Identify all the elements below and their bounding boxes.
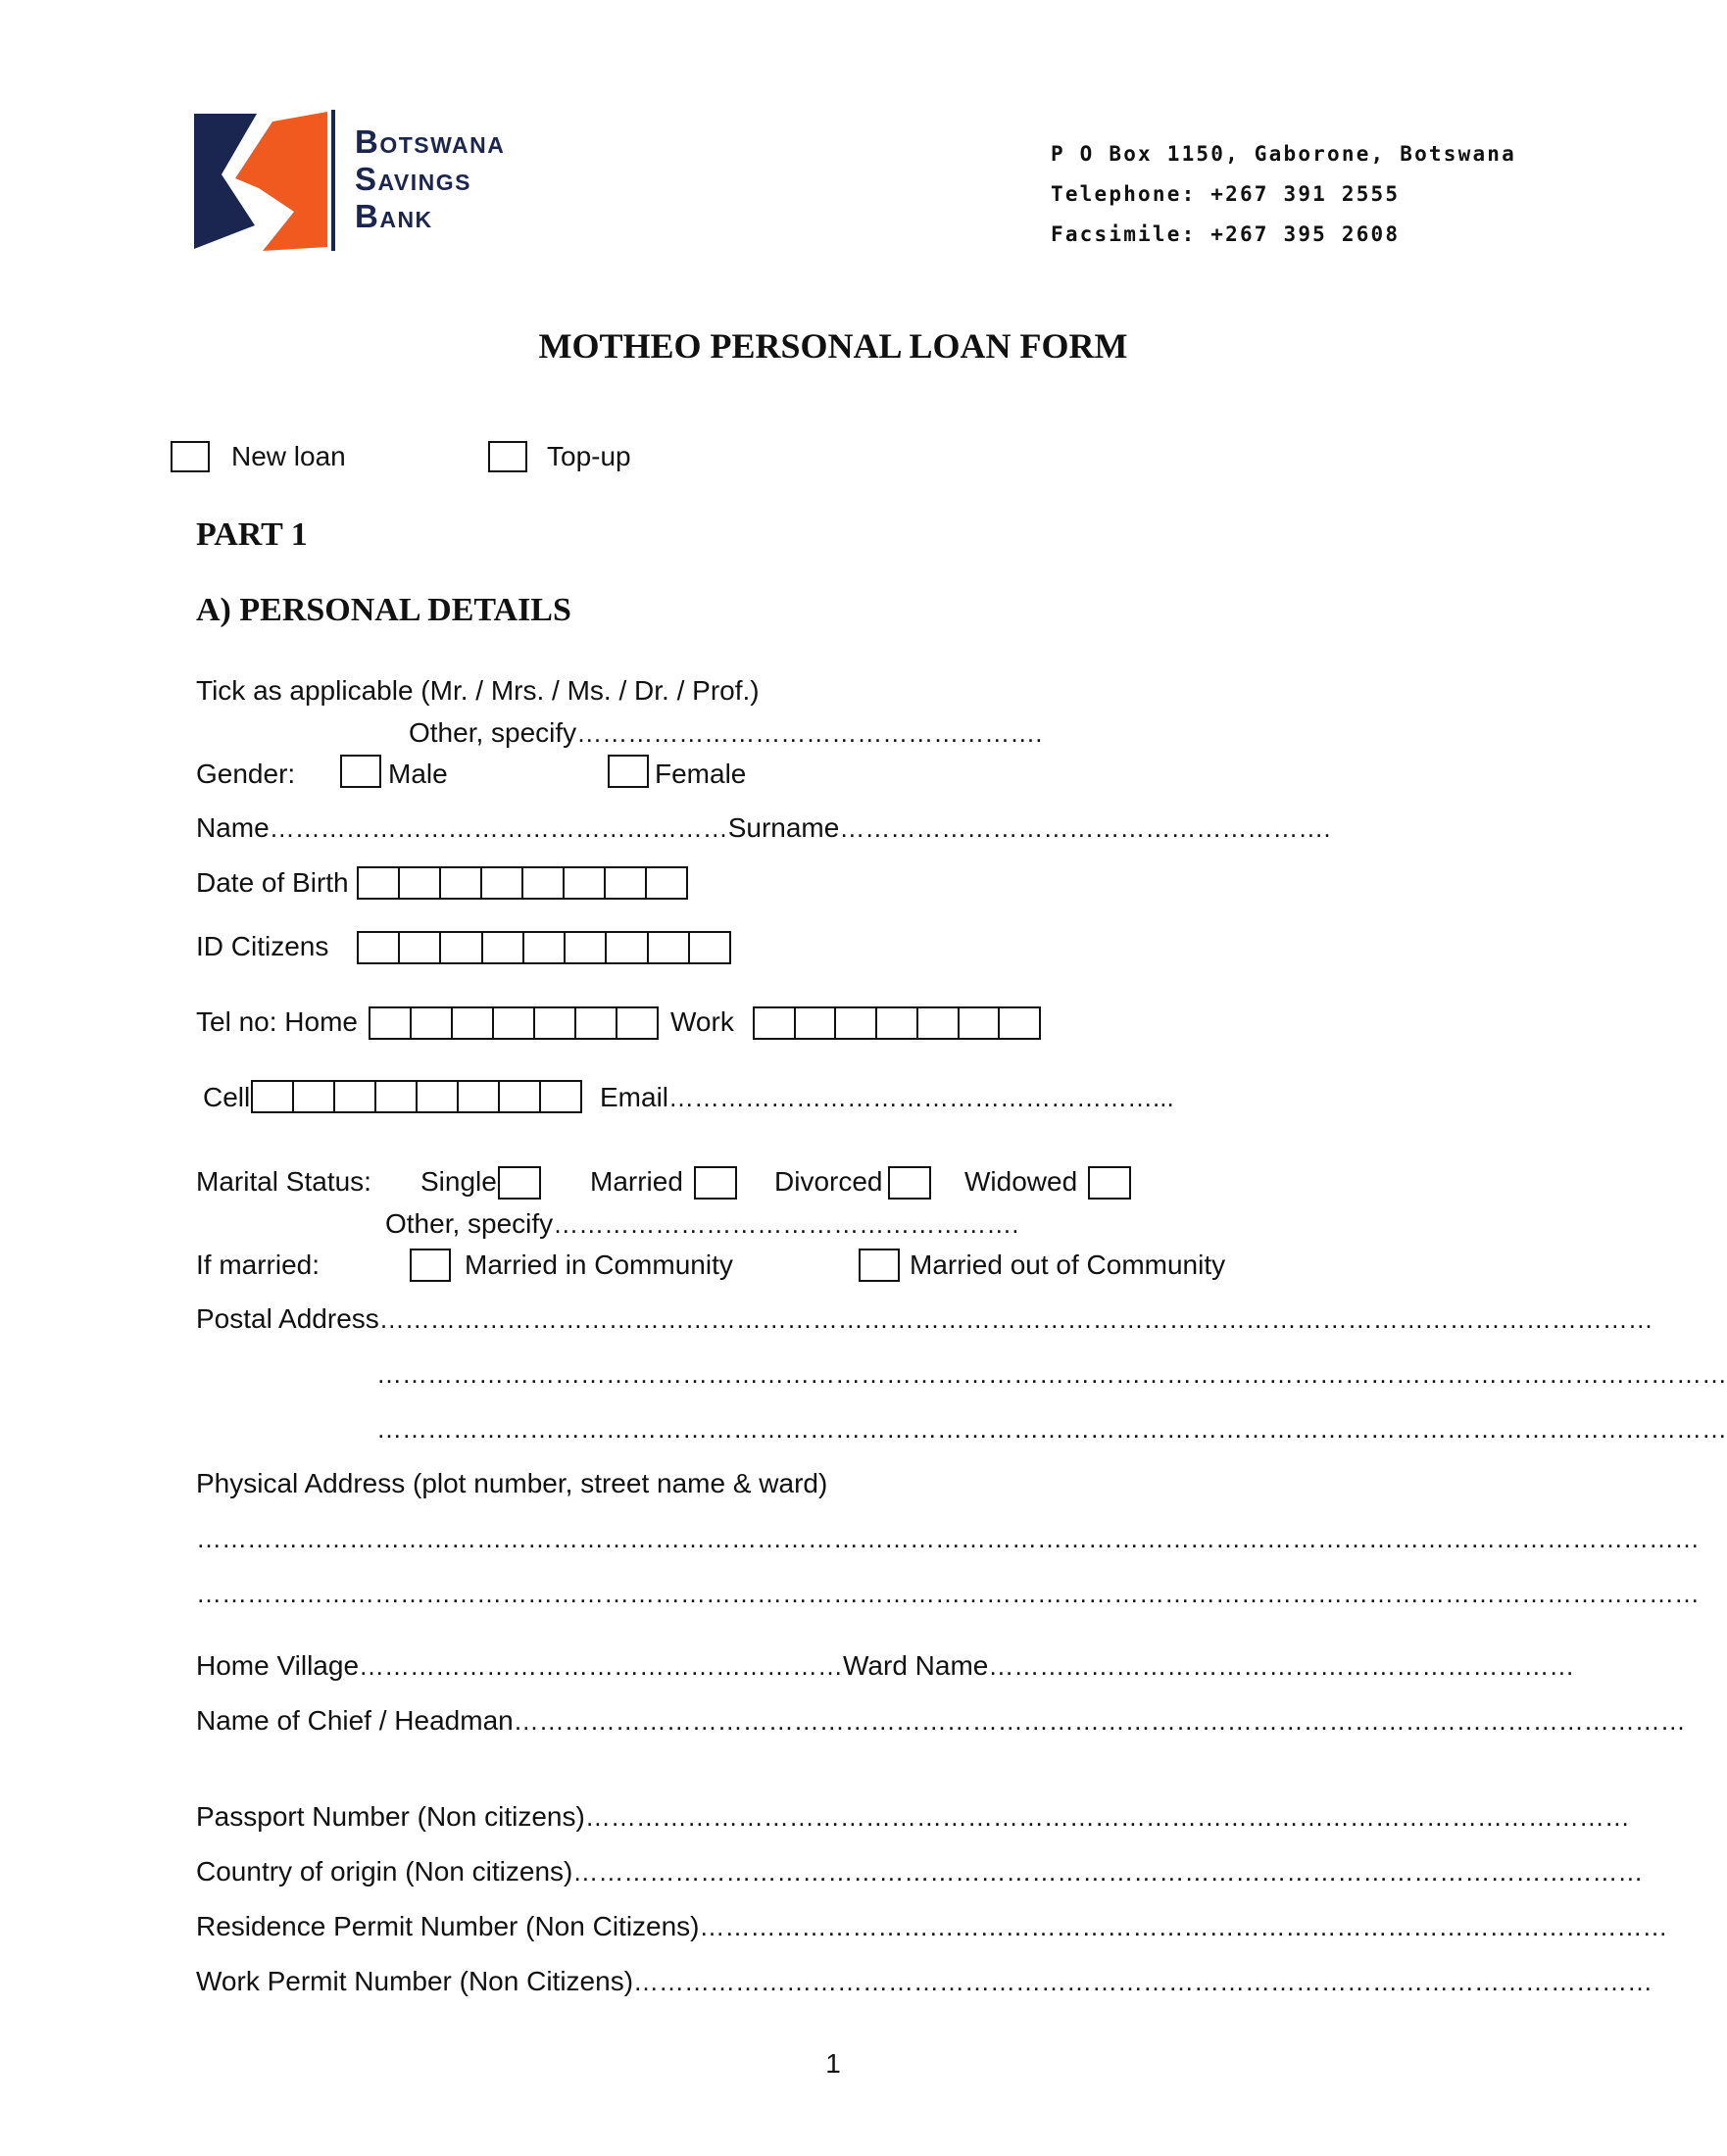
ward-name-label: Ward Name	[843, 1650, 989, 1681]
postal-address-row	[196, 1302, 1653, 1336]
passport-row	[196, 1800, 1630, 1834]
home-village-label: Home Village	[196, 1650, 360, 1681]
male-checkbox[interactable]	[340, 755, 381, 788]
tel-work-boxes[interactable]	[753, 1006, 1041, 1040]
work-permit-label: Work Permit Number (Non Citizens)	[196, 1966, 634, 1996]
gender-label: Gender:	[196, 759, 296, 789]
married-checkbox[interactable]	[694, 1166, 737, 1200]
id-citizens-boxes[interactable]	[357, 931, 731, 964]
id-citizens-label: ID Citizens	[196, 931, 329, 961]
residence-permit-label: Residence Permit Number (Non Citizens)	[196, 1911, 700, 1941]
physical-address-field-2[interactable]: ……………………………………………………………………………………………………………………………………………………………	[196, 1579, 1700, 1608]
surname-field[interactable]: ………………………………………………….	[839, 813, 1331, 843]
marital-other-label: Other, specify	[385, 1208, 554, 1239]
marital-status-label: Marital Status:	[196, 1166, 371, 1197]
country-origin-row	[196, 1855, 1644, 1888]
bank-telephone: Telephone: +267 391 2555	[1051, 182, 1401, 206]
dob-boxes[interactable]	[357, 866, 688, 900]
single-label: Single	[420, 1166, 497, 1197]
top-up-checkbox[interactable]	[488, 441, 527, 472]
section-heading: A) PERSONAL DETAILS	[196, 592, 571, 628]
widowed-label: Widowed	[964, 1166, 1078, 1197]
form-title: MOTHEO PERSONAL LOAN FORM	[538, 326, 1128, 366]
bank-name-line-3: Bank	[355, 198, 433, 234]
postal-address-field-3[interactable]: ……………………………………………………………………………………………………………………………………………	[376, 1414, 1727, 1444]
divorced-checkbox[interactable]	[888, 1166, 931, 1200]
bank-address: P O Box 1150, Gaborone, Botswana	[1051, 142, 1516, 166]
male-label: Male	[388, 759, 448, 789]
name-label: Name	[196, 812, 270, 843]
postal-address-field-2[interactable]: ……………………………………………………………………………………………………………………………………………	[376, 1359, 1727, 1389]
country-origin-label: Country of origin (Non citizens)	[196, 1856, 573, 1886]
title-other-text: Other, specify	[409, 717, 577, 748]
home-village-field[interactable]: …………………………………………………	[359, 1651, 844, 1681]
bank-name-line-2: Savings	[355, 161, 471, 197]
title-tick-label: Tick as applicable (Mr. / Mrs. / Ms. / Dr. / Prof.)	[196, 675, 760, 706]
new-loan-checkbox[interactable]	[171, 441, 210, 472]
single-checkbox[interactable]	[498, 1166, 541, 1200]
ward-name-field[interactable]: ……………………………………………………………	[988, 1651, 1575, 1681]
bank-name-line-1: Botswana	[355, 123, 506, 160]
marital-other-row	[385, 1207, 1018, 1241]
title-other-label	[409, 716, 1042, 750]
in-community-label: Married in Community	[465, 1250, 733, 1280]
out-of-community-checkbox[interactable]	[859, 1249, 900, 1282]
title-other-field[interactable]: ……………………………………………….	[576, 718, 1043, 748]
name-row	[196, 811, 1331, 845]
cell-label: Cell	[203, 1082, 251, 1112]
tel-home-label: Tel no: Home	[196, 1006, 358, 1037]
female-label: Female	[655, 759, 747, 789]
residence-permit-field[interactable]: ……………………………………………………………………………………………………	[699, 1912, 1668, 1941]
residence-permit-row	[196, 1910, 1668, 1943]
part-heading: PART 1	[196, 516, 308, 553]
tel-home-boxes[interactable]	[369, 1006, 659, 1040]
physical-address-field-1[interactable]: ……………………………………………………………………………………………………………………………………………………………	[196, 1524, 1700, 1553]
email-field[interactable]: …………………………………………………...	[668, 1083, 1174, 1112]
email-label: Email	[600, 1082, 669, 1112]
home-village-row	[196, 1649, 1575, 1683]
chief-label: Name of Chief / Headman	[196, 1705, 514, 1736]
married-label: Married	[590, 1166, 683, 1197]
chief-field[interactable]: …………………………………………………………………………………………………………………………	[513, 1706, 1686, 1736]
bank-facsimile: Facsimile: +267 395 2608	[1051, 222, 1401, 246]
widowed-checkbox[interactable]	[1088, 1166, 1131, 1200]
new-loan-label: New loan	[231, 441, 346, 471]
if-married-label: If married:	[196, 1250, 321, 1280]
page-number: 1	[825, 2048, 841, 2079]
tel-work-label: Work	[670, 1006, 734, 1037]
divorced-label: Divorced	[774, 1166, 883, 1197]
cell-boxes[interactable]	[251, 1080, 582, 1113]
dob-label: Date of Birth	[196, 867, 349, 898]
in-community-checkbox[interactable]	[410, 1249, 451, 1282]
chief-row	[196, 1704, 1686, 1738]
work-permit-field[interactable]: …………………………………………………………………………………………………………	[633, 1967, 1653, 1996]
email-row	[600, 1081, 1174, 1114]
bank-logo	[194, 110, 341, 255]
female-checkbox[interactable]	[608, 755, 649, 788]
marital-other-field[interactable]: ……………………………………………….	[553, 1209, 1019, 1239]
bank-logo-icon	[194, 110, 341, 255]
physical-address-label: Physical Address (plot number, street name & ward)	[196, 1468, 828, 1498]
work-permit-row	[196, 1965, 1653, 1998]
postal-address-field-1[interactable]: ……………………………………………………………………………………………………………………………………	[378, 1304, 1653, 1334]
out-of-community-label: Married out of Community	[910, 1250, 1226, 1280]
passport-field[interactable]: ……………………………………………………………………………………………………………	[584, 1802, 1630, 1832]
postal-address-label: Postal Address	[196, 1303, 379, 1334]
surname-label: Surname	[727, 812, 840, 843]
country-origin-field[interactable]: ………………………………………………………………………………………………………………	[572, 1857, 1644, 1886]
name-field[interactable]: ………………………………………………	[269, 813, 728, 843]
passport-label: Passport Number (Non citizens)	[196, 1801, 585, 1832]
top-up-label: Top-up	[547, 441, 631, 471]
